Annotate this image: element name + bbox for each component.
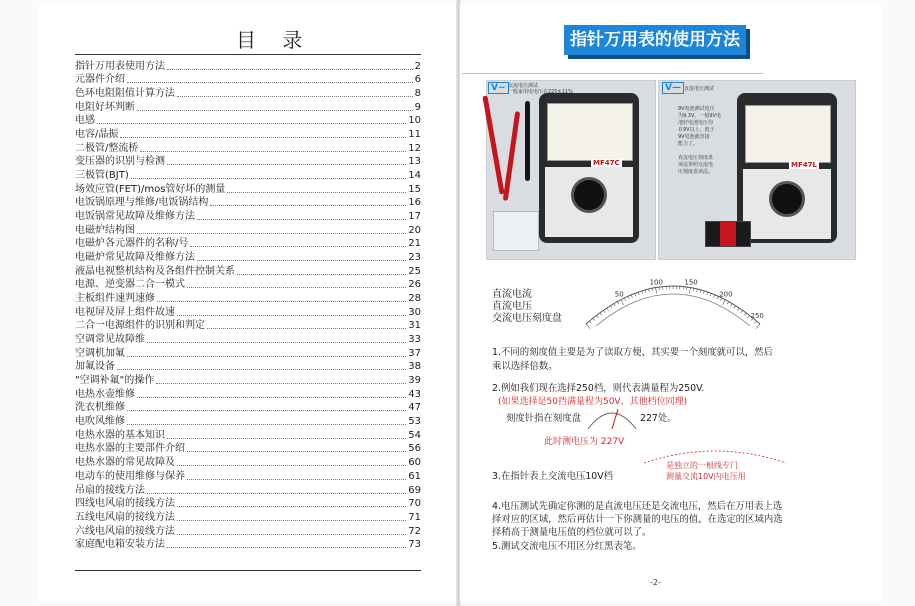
toc-leader-dots [197, 260, 406, 261]
toc-item-page: 13 [408, 156, 421, 168]
ac-caption [508, 83, 573, 95]
toc-leader-dots [147, 493, 406, 494]
toc-leader-dots [147, 342, 406, 343]
toc-item-page: 71 [408, 511, 421, 523]
toc-leader-dots [187, 451, 406, 452]
toc-item-text: 加氟设备 [75, 361, 115, 373]
toc-item [75, 100, 421, 114]
toc-item-page: 30 [408, 306, 421, 318]
toc-item-page: 14 [408, 170, 421, 182]
toc-item [75, 182, 421, 196]
range-selector-knob [571, 177, 607, 213]
toc-item-text: 电磁炉结构图 [75, 224, 135, 236]
scale-tick-label: 100 [649, 278, 663, 287]
toc-item-text: 电饭锅原理与维修/电饭锅结构 [75, 197, 209, 209]
scale-tick [638, 292, 639, 295]
toc-item-page: 8 [414, 88, 421, 100]
scale-tick [586, 324, 590, 329]
toc-top-rule [75, 54, 421, 55]
toc-item-text: 空调机加氟 [75, 347, 125, 359]
para-1-line2: 乘以选择倍数。 [492, 361, 558, 372]
toc-item-text: 电吹风维修 [75, 416, 125, 428]
toc-leader-dots [127, 356, 406, 357]
toc-leader-dots [117, 369, 406, 370]
scale-tick [652, 288, 653, 291]
toc-leader-dots [131, 178, 407, 179]
toc-item-page: 16 [408, 197, 421, 209]
toc-item-page: 38 [408, 361, 421, 373]
toc-item-text: 色环电阻阻值计算方法 [75, 88, 175, 100]
scale-tick [693, 288, 694, 291]
toc-item [75, 264, 421, 278]
meter-model-label-2: MF47L [791, 161, 817, 169]
meter-model-label: MF47C [593, 159, 620, 167]
para-3-red-note-line2: 测量交流10V内电压用 [666, 472, 746, 481]
toc-item [75, 73, 421, 87]
toc-item-text: 电磁炉各元器件的名称/号 [75, 238, 189, 250]
toc-item-page: 56 [408, 443, 421, 455]
scale-tick [722, 300, 725, 305]
toc-item [75, 209, 421, 223]
scale-tick [649, 289, 650, 292]
black-probe [525, 101, 530, 181]
toc-item-text: 指针万用表使用方法 [75, 60, 165, 72]
scale-tick [596, 315, 598, 317]
para-3-red-note-line1: 是独立的一根线专门 [666, 461, 738, 470]
toc-item [75, 196, 421, 210]
toc-item-page: 12 [408, 142, 421, 154]
toc-item-page: 31 [408, 320, 421, 332]
toc-item [75, 469, 421, 483]
toc-item-page: 37 [408, 347, 421, 359]
toc-list [75, 59, 421, 551]
scale-tick [593, 318, 595, 320]
scale-tick [589, 321, 591, 323]
toc-item [75, 373, 421, 387]
toc-leader-dots [127, 410, 406, 411]
toc-item [75, 141, 421, 155]
toc-item-text: 元器件介绍 [75, 74, 125, 86]
mini-dial-icon [586, 405, 638, 431]
toc-title: 目 录 [236, 28, 313, 52]
toc-item-page: 11 [408, 129, 421, 141]
toc-item-page: 47 [408, 402, 421, 414]
toc-item-text: 家庭配电箱安装方法 [75, 539, 165, 551]
scale-tick [617, 302, 618, 305]
toc-item-text: 电热水壶维修 [75, 388, 135, 400]
dc-note-line: 9V电池就直接 [678, 134, 710, 140]
toc-item [75, 223, 421, 237]
toc-item-text: 电热水器的基本知识 [75, 429, 165, 441]
toc-leader-dots [177, 520, 406, 521]
toc-item [75, 387, 421, 401]
dc-note-line: 能力了。 [678, 141, 699, 147]
toc-item-text: "空调补氟"的操作 [75, 375, 155, 387]
toc-leader-dots [140, 151, 406, 152]
toc-leader-dots [156, 383, 406, 384]
toc-leader-dots [177, 96, 413, 97]
dc-note-line [678, 148, 732, 155]
toc-item [75, 510, 421, 524]
toc-leader-dots [177, 315, 406, 316]
toc-item-text: 四线电风扇的接线方法 [75, 498, 175, 510]
dc-notes [678, 106, 732, 176]
toc-item [75, 414, 421, 428]
toc-item-page: 25 [408, 265, 421, 277]
toc-bottom-rule [75, 570, 421, 571]
toc-leader-dots [177, 534, 406, 535]
toc-item-page: 54 [408, 429, 421, 441]
scale-tick [689, 288, 690, 294]
toc-leader-dots [137, 233, 406, 234]
scale-tick [737, 308, 739, 310]
scale-tick [610, 306, 612, 309]
scale-tick [645, 290, 646, 293]
scale-tick [717, 296, 718, 299]
toc-item [75, 237, 421, 251]
toc-item-page: 39 [408, 375, 421, 387]
dc-note-line: 压刻度盘读法。 [678, 169, 714, 175]
scale-label-ac-voltage: 交流电压刻度盘 [492, 313, 562, 324]
toc-item [75, 114, 421, 128]
toc-leader-dots [127, 82, 413, 83]
range-selector-knob-2 [769, 181, 805, 217]
para-2-result: 此时测电压为 227V [544, 437, 625, 447]
toc-item-text: 电视屏及屏上组件故速 [75, 306, 175, 318]
toc-item [75, 278, 421, 292]
toc-item-page: 26 [408, 279, 421, 291]
dc-note-line: 为9.3V，一般9V电 [678, 113, 721, 119]
page-number: -2- [650, 578, 661, 587]
toc-item-page: 69 [408, 484, 421, 496]
toc-item-page: 72 [408, 525, 421, 537]
scale-tick [603, 310, 605, 312]
toc-item [75, 497, 421, 511]
toc-item-text: 三极管(BJT) [75, 170, 129, 182]
toc-item [75, 168, 421, 182]
para-4-line3: 择稍高于测量电压值的档位就可以了。 [492, 527, 652, 538]
scale-tick [607, 308, 609, 310]
scale-tick [714, 295, 715, 298]
scale-tick [642, 291, 643, 294]
toc-leader-dots [197, 219, 406, 220]
toc-item [75, 455, 421, 469]
toc-item [75, 59, 421, 73]
scale-tick-label: 150 [684, 278, 698, 287]
para-4-line1: 4.电压测试先确定你测的是直流电压还是交流电压，然后在万用表上选 [492, 501, 783, 512]
toc-item [75, 442, 421, 456]
toc-item [75, 332, 421, 346]
toc-item-text: 洗衣机维修 [75, 402, 125, 414]
toc-item-text: 电容/晶振 [75, 129, 119, 141]
scale-tick [707, 292, 708, 295]
toc-item-text: 主板组件速判速修 [75, 293, 155, 305]
toc-item-text: 电热水器的常见故障及 [75, 457, 175, 469]
scale-tick [656, 288, 657, 294]
toc-item [75, 86, 421, 100]
toc-item-page: 33 [408, 334, 421, 346]
toc-leader-dots [227, 192, 406, 193]
dc-voltage-icon: V— [662, 82, 684, 94]
para-2-dial-text-b: 227处。 [640, 413, 677, 424]
toc-leader-dots [177, 465, 406, 466]
toc-item-text: 空调常见故障维 [75, 334, 145, 346]
toc-item [75, 319, 421, 333]
scale-tick [628, 296, 629, 299]
toc-item-text: 变压器的识别与检测 [75, 156, 165, 168]
scale-tick [710, 293, 711, 296]
toc-item-page: 21 [408, 238, 421, 250]
toc-leader-dots [237, 274, 406, 275]
meter-dial-face [547, 103, 633, 161]
toc-item-page: 20 [408, 224, 421, 236]
para-2-red-note: (如果选择是50挡满量程为50V，其他档位同理) [498, 397, 688, 407]
toc-leader-dots [210, 205, 406, 206]
toc-item-text: 五线电风扇的接线方法 [75, 511, 175, 523]
scale-tick [734, 306, 736, 309]
toc-item-page: 60 [408, 457, 421, 469]
toc-leader-dots [167, 438, 406, 439]
scale-tick [727, 302, 728, 305]
toc-leader-dots [137, 110, 413, 111]
scale-tick [744, 313, 746, 315]
header-underline [462, 73, 764, 74]
page-title: 指针万用表的使用方法 [570, 30, 740, 50]
toc-item-text: 吊扇的接线方法 [75, 484, 145, 496]
toc-item-page: 70 [408, 498, 421, 510]
toc-item-text: 六线电风扇的接线方法 [75, 525, 175, 537]
toc-leader-dots [190, 246, 406, 247]
toc-item-text: 电热水器的主要部件介绍 [75, 443, 185, 455]
para-2: 2.例如我们现在选择250档，则代表满量程为250V. [492, 383, 705, 394]
toc-item [75, 250, 421, 264]
red-probe-2 [503, 111, 520, 201]
scale-tick [731, 304, 733, 307]
scale-tick [756, 324, 760, 329]
scale-tick [755, 321, 757, 323]
toc-leader-dots [127, 424, 406, 425]
scale-tick [600, 313, 602, 315]
dc-note-line: 池好电池电压均 [678, 120, 714, 126]
battery-band [720, 222, 736, 246]
toc-item-text: 电动车的使用维修与保养 [75, 470, 185, 482]
scale-arc-diagram [580, 268, 766, 330]
toc-item-text: 场效应管(FET)/mos管好坏的测量 [75, 183, 226, 195]
toc-item-text: 电饭锅常见故障及维修方法 [75, 211, 195, 223]
para-5: 5.测试交流电压不用区分红黑表笔。 [492, 541, 642, 552]
toc-item-page: 73 [408, 539, 421, 551]
toc-item-text: 二极管/整流桥 [75, 142, 139, 154]
toc-item-text: 二合一电源组件的识别和判定 [75, 320, 205, 332]
battery-9v [705, 221, 751, 247]
toc-item-page: 23 [408, 252, 421, 264]
toc-item-page: 15 [408, 183, 421, 195]
toc-leader-dots [167, 547, 406, 548]
toc-item [75, 127, 421, 141]
toc-item-page: 2 [414, 60, 421, 72]
toc-item [75, 538, 421, 552]
para-1-line1: 1.不同的刻度值主要是为了读取方便，其实要一个刻度就可以，然后 [492, 347, 773, 358]
para-4-line2: 择对应的区域，然后再估计一下你测量的电压的值，在选定的区域内选 [492, 514, 783, 525]
toc-leader-dots [157, 301, 406, 302]
dc-caption: 直流电压测试 [684, 86, 715, 92]
scale-tick [614, 304, 616, 307]
toc-item-page: 28 [408, 293, 421, 305]
toc-item [75, 483, 421, 497]
para-3-red-note [666, 460, 746, 482]
toc-leader-dots [187, 479, 406, 480]
dc-note-line: 在9V以上，低于 [678, 127, 715, 133]
toc-leader-dots [167, 164, 406, 165]
toc-item [75, 428, 421, 442]
toc-item [75, 155, 421, 169]
toc-leader-dots [97, 123, 406, 124]
toc-leader-dots [177, 506, 406, 507]
toc-item-text: 电阻好坏判断 [75, 101, 135, 113]
scale-label-dc-voltage: 直流电压 [492, 301, 532, 312]
power-socket [493, 211, 539, 251]
toc-item-page: 6 [414, 74, 421, 86]
toc-item-page: 10 [408, 115, 421, 127]
toc-item [75, 524, 421, 538]
photo-ac-test [486, 80, 656, 260]
toc-item-text: 电感 [75, 115, 95, 127]
toc-item-page: 9 [414, 101, 421, 113]
red-probe [482, 95, 504, 194]
scale-tick [621, 300, 624, 305]
scale-tick [748, 315, 750, 317]
scale-tick-label: 200 [719, 290, 733, 299]
scale-tick [703, 291, 704, 294]
toc-item-page: 43 [408, 388, 421, 400]
toc-leader-dots [167, 69, 413, 70]
toc-item [75, 346, 421, 360]
toc-leader-dots [207, 328, 406, 329]
toc-item-page: 53 [408, 416, 421, 428]
toc-item-text: 液晶电视整机结构及各组件控制关系 [75, 265, 235, 277]
toc-leader-dots [187, 287, 406, 288]
dc-note-line: 9V电池测试电压 [678, 106, 715, 112]
scale-tick [635, 293, 636, 296]
toc-item-page: 17 [408, 211, 421, 223]
scale-tick [700, 290, 701, 293]
toc-item [75, 401, 421, 415]
toc-item-page: 61 [408, 470, 421, 482]
dc-note-line: 直流电压刻度盘 [678, 155, 714, 161]
toc-item [75, 305, 421, 319]
toc-item-text: 电源、逆变器二合一模式 [75, 279, 185, 291]
dc-note-line: 读法参照交流电 [678, 162, 714, 168]
toc-item-text: 电磁炉常见故障及维修方法 [75, 252, 195, 264]
ac-caption-line1: 交流电压测试 [508, 83, 539, 89]
scale-tick [631, 295, 632, 298]
scale-tick-label: 250 [750, 312, 764, 321]
meter-dial-face-2 [745, 105, 831, 163]
scale-tick [624, 298, 625, 301]
toc-item [75, 360, 421, 374]
scale-tick [697, 289, 698, 292]
toc-leader-dots [120, 137, 406, 138]
para-3: 3.在指针表上交流电压10V档 [492, 471, 614, 482]
scale-tick-label: 50 [614, 290, 624, 299]
toc-leader-dots [137, 397, 406, 398]
para-2-dial-text-a: 刻度针指在刻度盘 [506, 413, 582, 424]
ac-voltage-icon: V~ [488, 82, 509, 94]
scale-tick [741, 310, 743, 312]
toc-item [75, 291, 421, 305]
ac-caption-line2: 一般家用电电压在220±11% [508, 89, 573, 95]
scale-label-dc-current: 直流电流 [492, 289, 532, 300]
